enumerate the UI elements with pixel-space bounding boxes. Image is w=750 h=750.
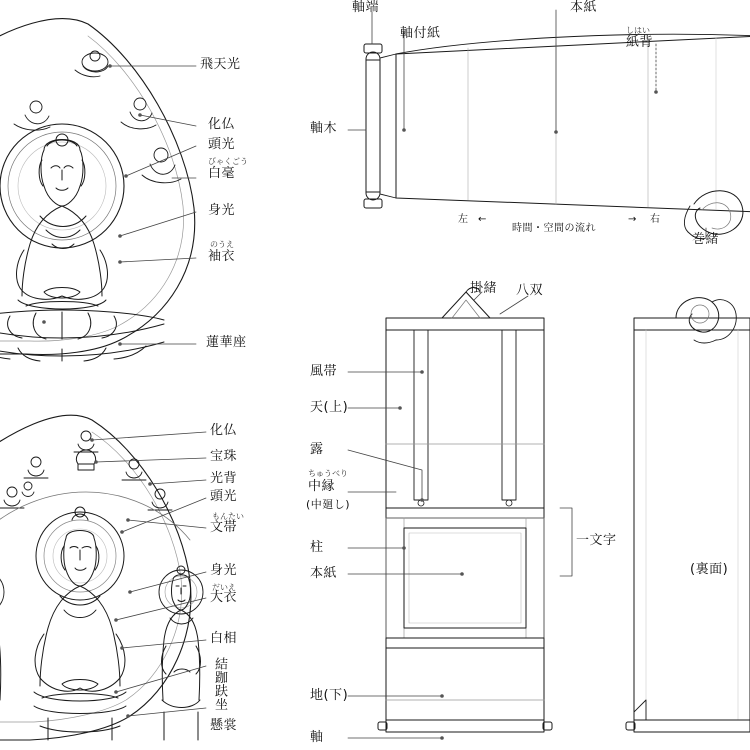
label-zuko: 頭光: [208, 137, 236, 152]
label-shihai: 紙背: [626, 35, 654, 50]
flow-arrow-left-icon: ←: [478, 214, 487, 225]
flow-arrow-right-icon: →: [628, 214, 637, 225]
label-tsuyu: 露: [310, 442, 324, 457]
ruby-daie: だいえ: [212, 583, 236, 592]
label-uramen: (裏面): [690, 562, 729, 577]
label-byakugo: 白毫: [208, 166, 236, 181]
label-hiten-ko: 飛天光: [200, 57, 241, 72]
label-jikutsukegami: 軸付紙: [400, 26, 441, 41]
ruby-montai: もんたい: [212, 512, 244, 521]
label-chi-shita: 地(下): [310, 688, 349, 703]
upper-buddha-group: [0, 19, 195, 361]
flow-right-label: 右: [650, 214, 661, 225]
flow-left-label: 左: [458, 214, 469, 225]
label-futai: 風帯: [310, 364, 338, 379]
label-kohai: 光背: [210, 471, 238, 486]
label-chuberi-alt: (中廻し): [306, 498, 351, 511]
label-noue-no-koromo: 袖衣: [208, 249, 236, 264]
label-makio: 巻緒: [692, 232, 720, 247]
label-kekkafuza: 結跏趺坐: [212, 657, 227, 711]
ruby-chuberi: ちゅうべり: [308, 469, 348, 478]
label-honshi-2: 本紙: [310, 566, 338, 581]
label-hoju: 宝珠: [210, 449, 238, 464]
label-rengeza: 蓮華座: [206, 335, 247, 350]
label-jiku: 軸: [310, 730, 324, 745]
ruby-noue: のうえ: [210, 240, 234, 249]
hangingscroll-front-group: [378, 288, 552, 733]
label-shinko-2: 身光: [210, 563, 238, 578]
handscroll-group: [364, 34, 750, 239]
label-ichimonji: 一文字: [576, 533, 617, 548]
label-byakuso: 白相: [210, 631, 238, 646]
label-kebutsu-2: 化仏: [210, 423, 238, 438]
ruby-byakugo: びゃくごう: [208, 157, 248, 166]
label-jikuki: 軸木: [310, 121, 338, 136]
hangingscroll-back-group: [626, 298, 750, 732]
label-montai: 文帯: [210, 520, 238, 535]
label-zuko-2: 頭光: [210, 489, 238, 504]
leader-dots: [42, 64, 658, 740]
label-hashira: 柱: [310, 540, 324, 555]
ruby-shihai: しはい: [626, 26, 650, 35]
label-kenmo: 懸裳: [210, 718, 238, 733]
label-kebutsu: 化仏: [208, 117, 236, 132]
label-hasso: 八双: [516, 283, 544, 298]
lower-buddha-group: [0, 415, 203, 740]
label-jikutan: 軸端: [352, 0, 380, 15]
label-kakeo: 掛緒: [470, 281, 498, 296]
label-ten-ue: 天(上): [310, 400, 349, 415]
label-chuberi: 中縁: [308, 479, 336, 494]
flow-caption: 時間・空間の流れ: [512, 223, 596, 234]
label-daie: 大衣: [210, 590, 238, 605]
label-honshi: 本紙: [570, 0, 598, 15]
label-shinko: 身光: [208, 203, 236, 218]
